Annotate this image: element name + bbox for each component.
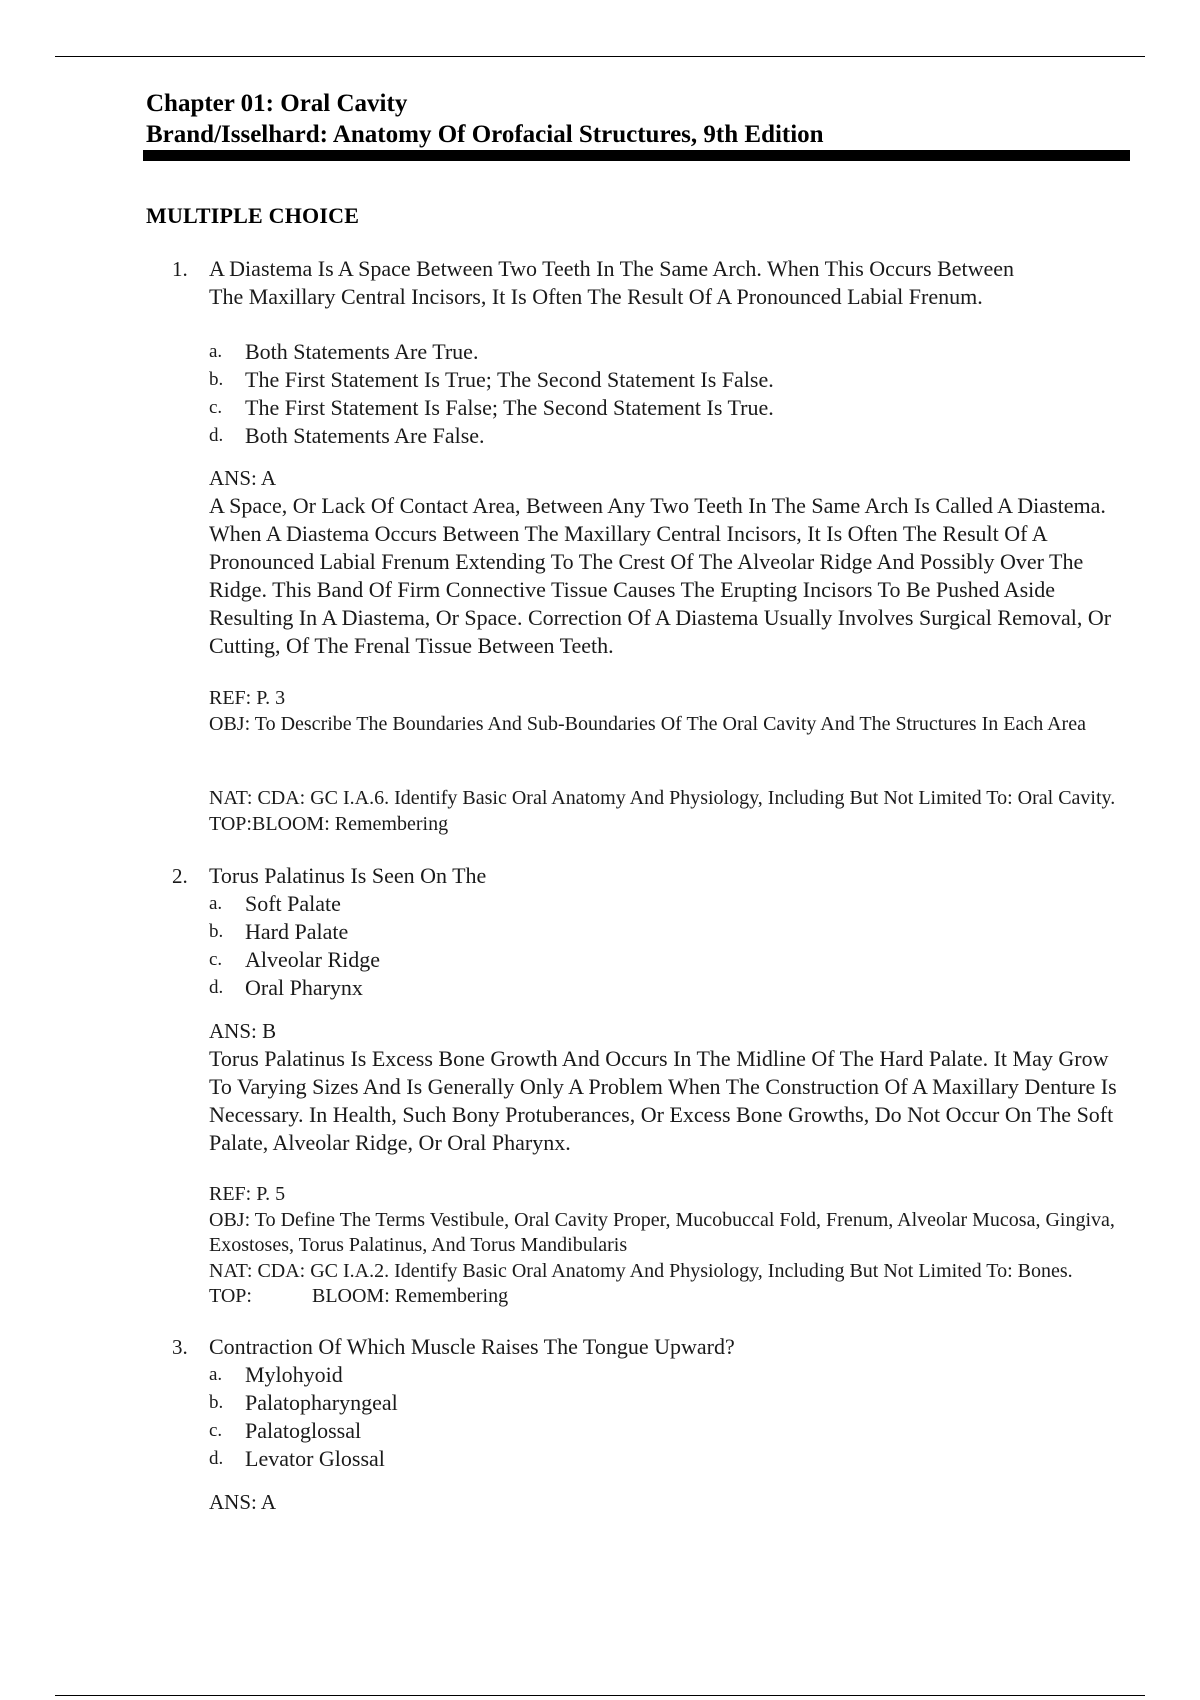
option-letter: c. [209, 1420, 223, 1441]
rationale: A Space, Or Lack Of Contact Area, Between Any Two Teeth In The Same Arch Is Called A Diastema. When A Diastema Occurs Between The Maxillary Central Incisors, It Is Often The Result Of A Pronounced Labial Frenum Extending To The Crest Of The Alveolar Ridge And Possibly Over The Ridge. This Band Of Firm Connective Tissue Causes The Erupting Incisors To Be Pushed Aside Resulting In A Diastema, Or Space. Correction Of A Diastema Usually Involves Surgical Removal, Or Cutting, Of The Frenal Tissue Between Teeth. [209, 493, 1112, 658]
option-text: Soft Palate [245, 891, 341, 916]
option-letter: b. [209, 1392, 224, 1413]
section-title: MULTIPLE CHOICE [146, 203, 360, 228]
answer-options [209, 1361, 1109, 1473]
answer-options [209, 890, 1109, 1002]
option-d [209, 1445, 1109, 1473]
option-text: Palatoglossal [245, 1418, 362, 1443]
bottom-rule [55, 1695, 1145, 1696]
option-a [209, 890, 1109, 918]
question-stem: Contraction Of Which Muscle Raises The Tongue Upward? [209, 1334, 735, 1359]
option-text: Mylohyoid [245, 1362, 343, 1387]
nat-line: NAT: CDA: GC I.A.6. Identify Basic Oral Anatomy And Physiology, Including But Not Limited To: Oral Cavity. TOP:BLOOM: Remembering [209, 787, 1116, 835]
answer-key: ANS: A [209, 466, 277, 490]
question-stem: Torus Palatinus Is Seen On The [209, 863, 487, 888]
option-a [209, 1361, 1109, 1389]
option-letter: d. [209, 1448, 224, 1469]
header-divider [143, 150, 1130, 161]
option-text: The First Statement Is False; The Second Statement Is True. [245, 395, 774, 420]
option-text: Both Statements Are True. [245, 339, 479, 364]
option-letter: b. [209, 369, 224, 390]
option-letter: b. [209, 921, 224, 942]
option-letter: d. [209, 977, 224, 998]
ref-line: REF: P. 3 [209, 687, 286, 709]
option-letter: d. [209, 425, 224, 446]
top-rule [55, 56, 1145, 57]
option-b [209, 366, 1109, 394]
option-letter: c. [209, 397, 223, 418]
option-letter: a. [209, 341, 223, 362]
option-a [209, 338, 1109, 366]
question-stem: A Diastema Is A Space Between Two Teeth In The Same Arch. When This Occurs Between The Maxillary Central Incisors, It Is Often The Result Of A Pronounced Labial Frenum. [209, 256, 1015, 309]
metadata [209, 686, 1134, 737]
option-b [209, 1389, 1109, 1417]
option-c [209, 394, 1109, 422]
answer-options [209, 338, 1109, 450]
option-letter: a. [209, 1364, 223, 1385]
option-d [209, 422, 1109, 450]
nat-line: NAT: CDA: GC I.A.2. Identify Basic Oral Anatomy And Physiology, Including But Not Limited To: Bones. TOP: BLOOM: Remembering [209, 1259, 1078, 1307]
metadata [209, 1182, 1134, 1310]
option-text: Alveolar Ridge [245, 947, 381, 972]
option-letter: a. [209, 893, 223, 914]
option-text: Palatopharyngeal [245, 1390, 398, 1415]
question-number: 3. [172, 1335, 188, 1359]
chapter-title: Chapter 01: Oral Cavity [146, 90, 408, 117]
answer-key: ANS: B [209, 1019, 277, 1043]
option-c [209, 1417, 1109, 1445]
option-text: Levator Glossal [245, 1446, 385, 1471]
option-letter: c. [209, 949, 223, 970]
obj-line: OBJ: To Describe The Boundaries And Sub-Boundaries Of The Oral Cavity And The Structures In Each Area [209, 712, 1086, 735]
option-d [209, 974, 1109, 1002]
question-number: 1. [172, 257, 188, 281]
question-number: 2. [172, 864, 188, 888]
option-c [209, 946, 1109, 974]
option-text: Hard Palate [245, 919, 349, 944]
option-b [209, 918, 1109, 946]
document-header [146, 88, 1136, 150]
book-title: Brand/Isselhard: Anatomy Of Orofacial Structures, 9th Edition [146, 121, 824, 148]
ref-line: REF: P. 5 [209, 1183, 286, 1205]
option-text: Oral Pharynx [245, 975, 363, 1000]
rationale: Torus Palatinus Is Excess Bone Growth And Occurs In The Midline Of The Hard Palate. It May Grow To Varying Sizes And Is Generally Only A Problem When The Construction Of A Maxillary Denture Is Necessary. In Health, Such Bony Protuberances, Or Excess Bone Growths, Do Not Occur On The Soft Palate, Alveolar Ridge, Or Oral Pharynx. [209, 1046, 1117, 1155]
obj-line: OBJ: To Define The Terms Vestibule, Oral Cavity Proper, Mucobuccal Fold, Frenum, Alveolar Mucosa, Gingiva, Exostoses, Torus Palatinus, And Torus Mandibularis [209, 1208, 1115, 1256]
answer-key: ANS: A [209, 1490, 277, 1514]
option-text: Both Statements Are False. [245, 423, 485, 448]
option-text: The First Statement Is True; The Second Statement Is False. [245, 367, 774, 392]
